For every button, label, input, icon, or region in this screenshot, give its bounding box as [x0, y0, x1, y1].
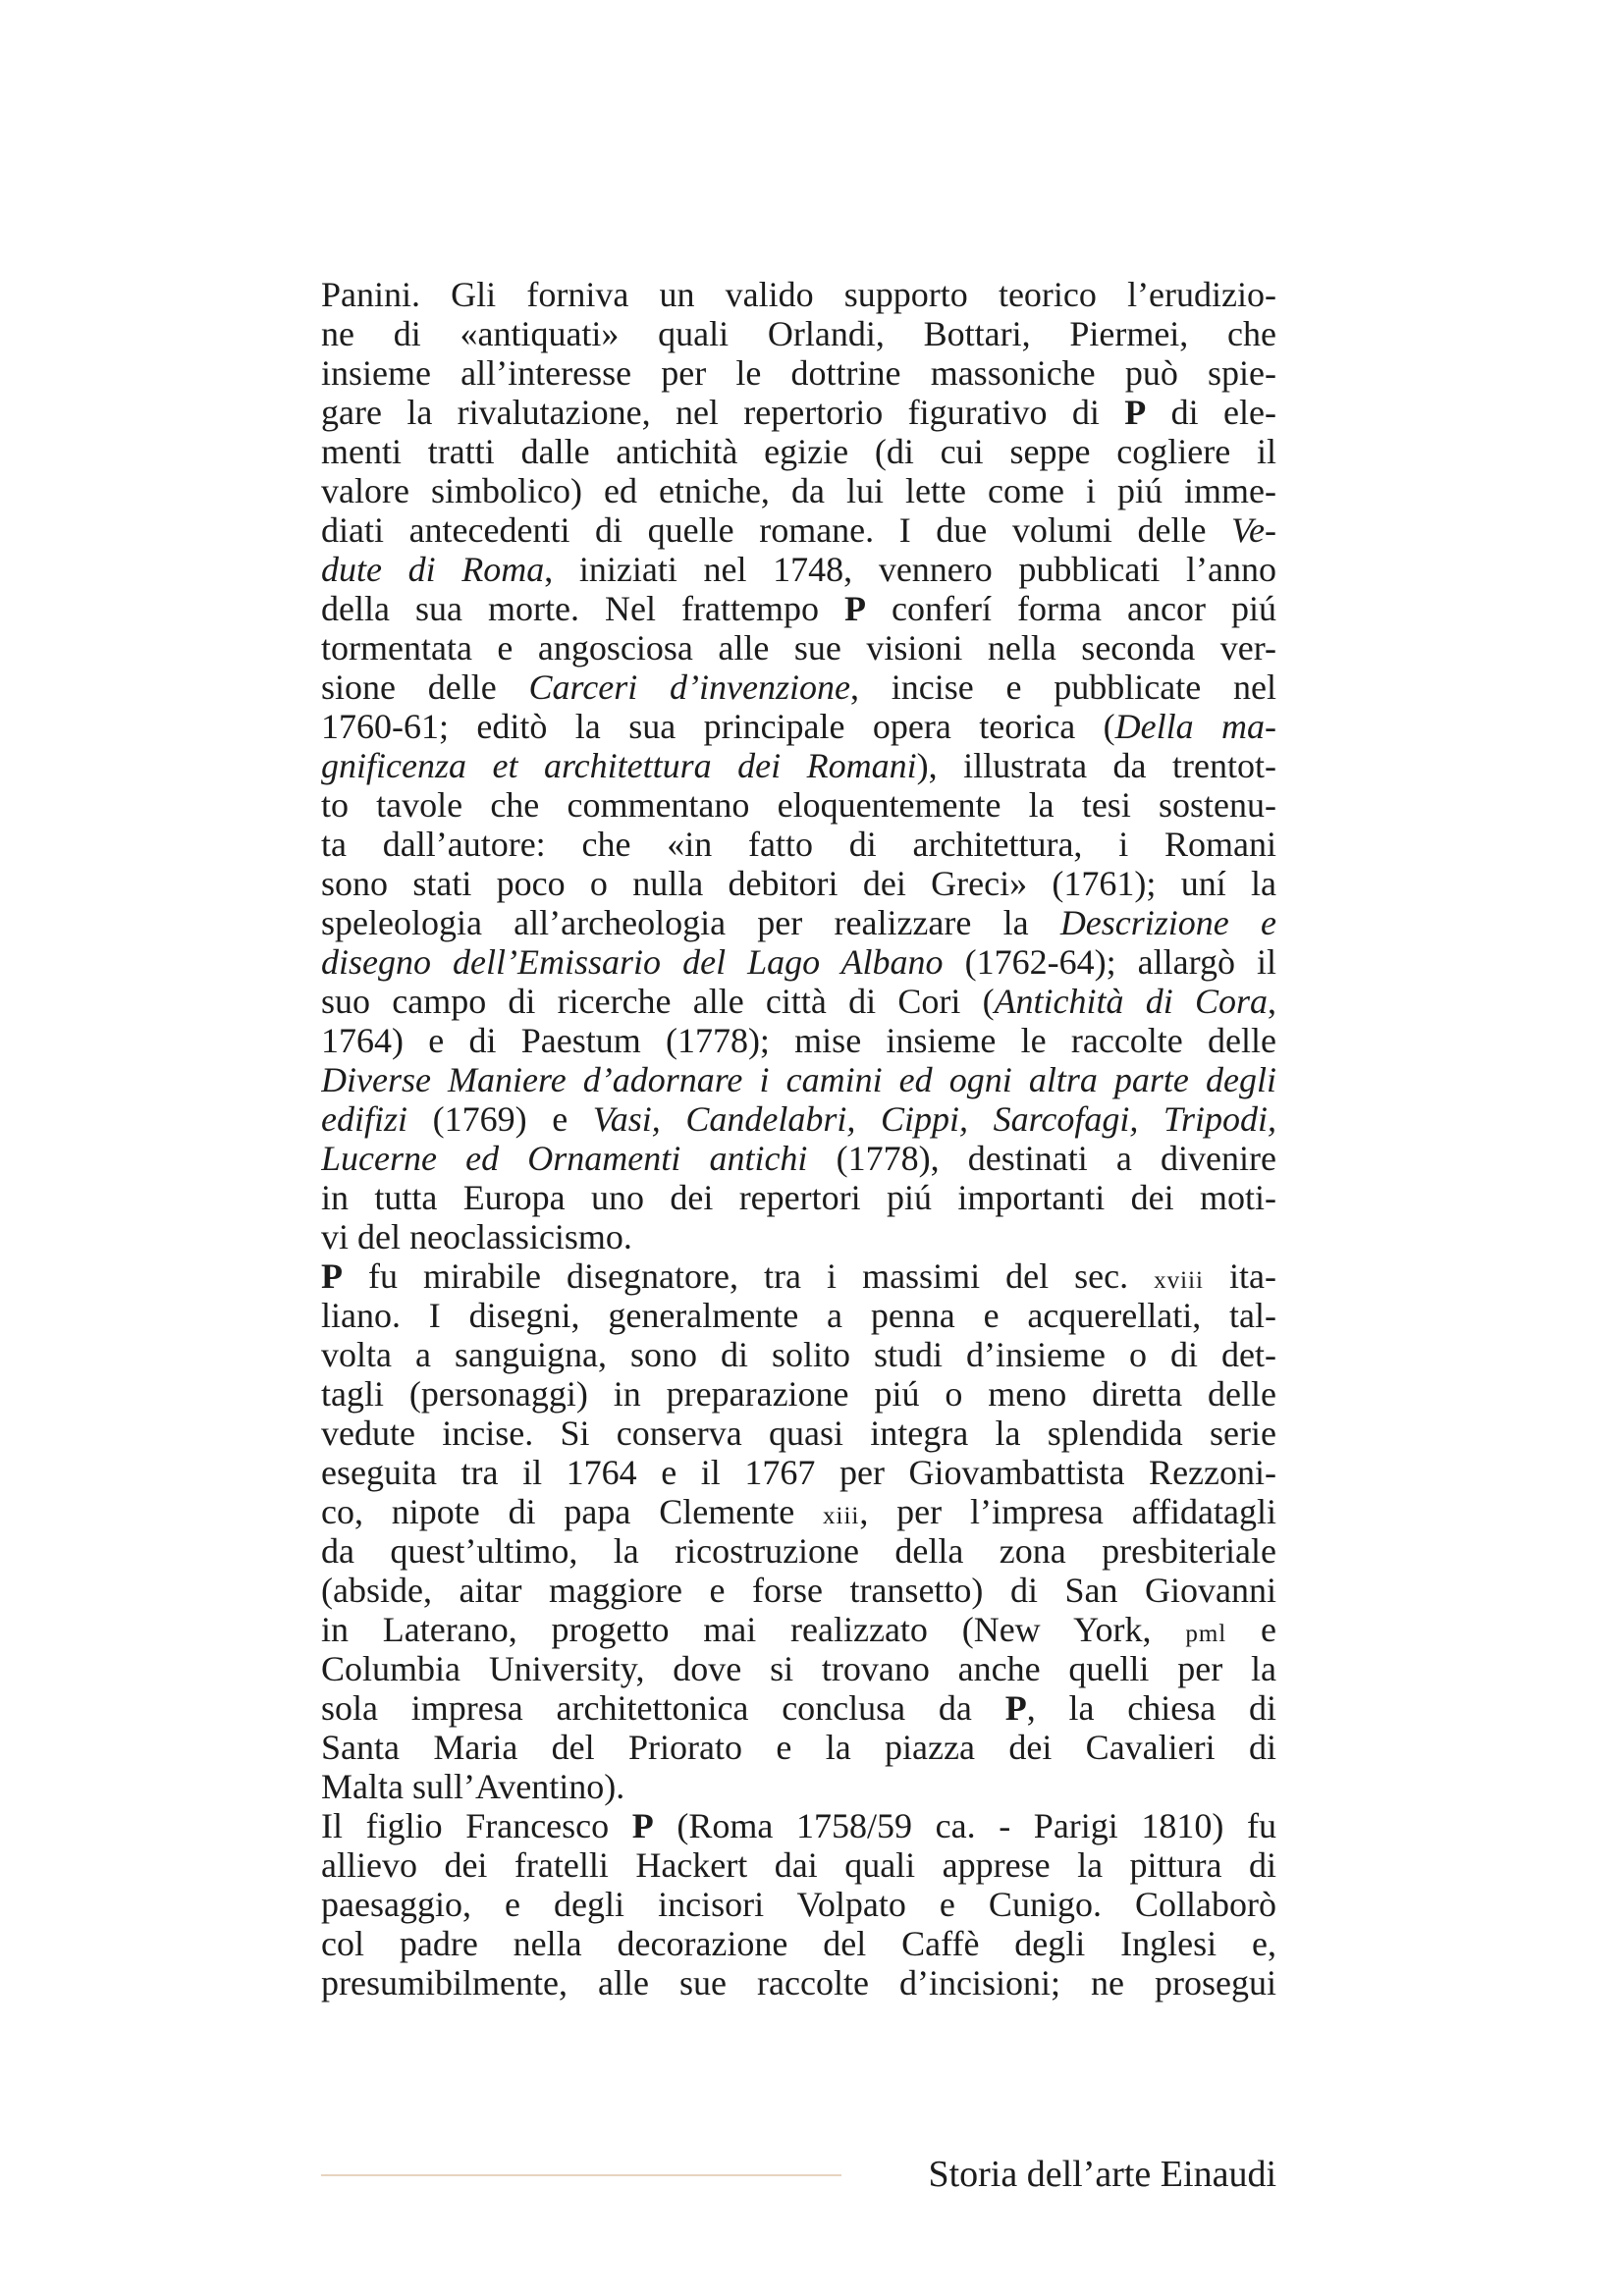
line-text: Columbia University, dove si trovano anche quelli per la — [321, 1649, 1276, 1688]
text-line — [321, 1728, 1276, 1767]
line-text: paesaggio, e degli incisori Volpato e Cunigo. Collaborò — [321, 1885, 1276, 1924]
line-text: e — [1226, 1610, 1276, 1649]
text-line — [321, 1885, 1276, 1924]
text-line — [321, 1139, 1276, 1178]
line-text: ita- — [1203, 1256, 1276, 1296]
text-line — [321, 1531, 1276, 1571]
text-line — [321, 1924, 1276, 1963]
text-line — [321, 628, 1276, 667]
text-line — [321, 1492, 1276, 1531]
line-text: 1760-61; editò la sua principale opera teorica ( — [321, 707, 1115, 746]
line-text: speleologia all’archeologia per realizzare la — [321, 903, 1060, 942]
text-line — [321, 1649, 1276, 1688]
text-line — [321, 1414, 1276, 1453]
text-line — [321, 746, 1276, 785]
line-text: diati antecedenti di quelle romane. I due volumi delle — [321, 510, 1232, 550]
line-text: ta dall’autore: che «in fatto di architettura, i Romani — [321, 825, 1276, 864]
line-text: allievo dei fratelli Hackert dai quali apprese la pittura di — [321, 1845, 1276, 1885]
text-line — [321, 1296, 1276, 1335]
line-text: sono stati poco o nulla debitori dei Greci» (1761); uní la — [321, 864, 1276, 903]
line-text: fu mirabile disegnatore, tra i massimi del sec. — [343, 1256, 1155, 1296]
text-line — [321, 1178, 1276, 1217]
text-line — [321, 1688, 1276, 1728]
bold-p-abbrev: P — [1004, 1688, 1027, 1728]
line-text: sione delle — [321, 667, 529, 707]
text-line — [321, 942, 1276, 982]
text-line — [321, 432, 1276, 471]
line-text: , per l’impresa affidatagli — [859, 1492, 1276, 1531]
italic-title-text: Lucerne ed Ornamenti antichi — [321, 1139, 808, 1178]
text-line — [321, 1806, 1276, 1845]
text-line — [321, 785, 1276, 825]
italic-title-text: Diverse Maniere d’adornare i camini ed ogni altra parte degli — [321, 1060, 1276, 1099]
bold-p-abbrev: P — [1124, 393, 1147, 432]
line-text: vi del neoclassicismo. — [321, 1217, 632, 1256]
italic-title-text: Descrizione e — [1059, 903, 1276, 942]
line-text: (abside, aitar maggiore e forse transetto) di San Giovanni — [321, 1571, 1276, 1610]
footer-title: Storia dell’arte Einaudi — [928, 2154, 1276, 2195]
line-text: (1778), destinati a divenire — [807, 1139, 1276, 1178]
text-line — [321, 825, 1276, 864]
line-text: , iniziati nel 1748, vennero pubblicati l’anno — [544, 550, 1276, 589]
text-line — [321, 353, 1276, 393]
line-text: eseguita tra il 1764 e il 1767 per Giovambattista Rezzoni- — [321, 1453, 1276, 1492]
text-line — [321, 589, 1276, 628]
line-text: da quest’ultimo, la ricostruzione della zona presbiteriale — [321, 1531, 1276, 1571]
line-text: Il figlio Francesco — [321, 1806, 632, 1845]
italic-title-text: Carceri d’invenzione — [528, 667, 850, 707]
text-line — [321, 393, 1276, 432]
text-line — [321, 1374, 1276, 1414]
line-text: Malta sull’Aventino). — [321, 1767, 625, 1806]
line-text: ne di «antiquati» quali Orlandi, Bottari, Piermei, che — [321, 314, 1276, 353]
line-text: sola impresa architettonica conclusa da — [321, 1688, 1005, 1728]
line-text: to tavole che commentano eloquentemente la tesi sostenu- — [321, 785, 1276, 825]
text-line — [321, 1217, 1276, 1256]
line-text: volta a sanguigna, sono di solito studi d’insieme o di det- — [321, 1335, 1276, 1374]
italic-title-text: gnificenza et architettura dei Romani — [321, 746, 917, 785]
small-caps-text: xviii — [1154, 1267, 1204, 1294]
line-text: insieme all’interesse per le dottrine massoniche può spie- — [321, 353, 1276, 393]
bold-p-abbrev: P — [631, 1806, 654, 1845]
text-line — [321, 1767, 1276, 1806]
line-text: , la chiesa di — [1026, 1688, 1276, 1728]
text-line — [321, 1963, 1276, 2002]
text-line — [321, 667, 1276, 707]
line-text: suo campo di ricerche alle città di Cori ( — [321, 982, 995, 1021]
line-text: Panini. Gli forniva un valido supporto teorico l’erudizio- — [321, 275, 1276, 314]
italic-title-text: Antichità di Cora — [994, 982, 1269, 1021]
line-text: tagli (personaggi) in preparazione piú o meno diretta delle — [321, 1374, 1276, 1414]
line-text: 1764) e di Paestum (1778); mise insieme le raccolte delle — [321, 1021, 1276, 1060]
line-text: valore simbolico) ed etniche, da lui lette come i piú imme- — [321, 471, 1276, 510]
italic-title-text: Vasi, Candelabri, Cippi, Sarcofagi, Tripodi, — [592, 1099, 1276, 1139]
line-text: , incise e pubblicate nel — [849, 667, 1276, 707]
line-text: menti tratti dalle antichità egizie (di cui seppe cogliere il — [321, 432, 1276, 471]
line-text: liano. I disegni, generalmente a penna e acquerellati, tal- — [321, 1296, 1276, 1335]
text-line — [321, 550, 1276, 589]
text-line — [321, 471, 1276, 510]
line-text: presumibilmente, alle sue raccolte d’incisioni; ne prosegui — [321, 1963, 1276, 2002]
text-line — [321, 1335, 1276, 1374]
text-line — [321, 314, 1276, 353]
text-line — [321, 1610, 1276, 1649]
bold-p-abbrev: P — [321, 1256, 343, 1296]
line-text: conferí forma ancor piú — [866, 589, 1276, 628]
line-text: (1769) e — [407, 1099, 593, 1139]
text-line — [321, 1021, 1276, 1060]
text-line — [321, 864, 1276, 903]
line-text: col padre nella decorazione del Caffè degli Inglesi e, — [321, 1924, 1276, 1963]
small-caps-text: xiii — [823, 1503, 860, 1529]
bold-p-abbrev: P — [844, 589, 867, 628]
line-text: in tutta Europa uno dei repertori piú importanti dei moti- — [321, 1178, 1276, 1217]
line-text: (Roma 1758/59 ca. - Parigi 1810) fu — [653, 1806, 1276, 1845]
line-text: Santa Maria del Priorato e la piazza dei Cavalieri di — [321, 1728, 1276, 1767]
line-text: co, nipote di papa Clemente — [321, 1492, 823, 1531]
italic-title-text: edifizi — [321, 1099, 407, 1139]
small-caps-text: pml — [1185, 1621, 1227, 1647]
text-line — [321, 1571, 1276, 1610]
line-text: (1762-64); allargò il — [943, 942, 1276, 982]
line-text: gare la rivalutazione, nel repertorio figurativo di — [321, 393, 1125, 432]
line-text: della sua morte. Nel frattempo — [321, 589, 845, 628]
italic-title-text: Ve- — [1231, 510, 1276, 550]
italic-title-text: disegno dell’Emissario del Lago Albano — [321, 942, 944, 982]
text-line — [321, 903, 1276, 942]
text-line — [321, 1256, 1276, 1296]
text-line — [321, 275, 1276, 314]
line-text: di ele- — [1146, 393, 1276, 432]
text-line — [321, 1099, 1276, 1139]
line-text: ), illustrata da trentot- — [916, 746, 1276, 785]
text-line — [321, 510, 1276, 550]
body-text — [321, 275, 1276, 2002]
italic-title-text: Della ma- — [1114, 707, 1276, 746]
text-line — [321, 1060, 1276, 1099]
text-line — [321, 982, 1276, 1021]
text-line — [321, 707, 1276, 746]
line-text: vedute incise. Si conserva quasi integra la splendida serie — [321, 1414, 1276, 1453]
line-text: , — [1268, 982, 1276, 1021]
footer-rule — [321, 2174, 841, 2176]
text-line — [321, 1845, 1276, 1885]
text-line — [321, 1453, 1276, 1492]
line-text: tormentata e angosciosa alle sue visioni nella seconda ver- — [321, 628, 1276, 667]
italic-title-text: dute di Roma — [321, 550, 545, 589]
line-text: in Laterano, progetto mai realizzato (New York, — [321, 1610, 1186, 1649]
